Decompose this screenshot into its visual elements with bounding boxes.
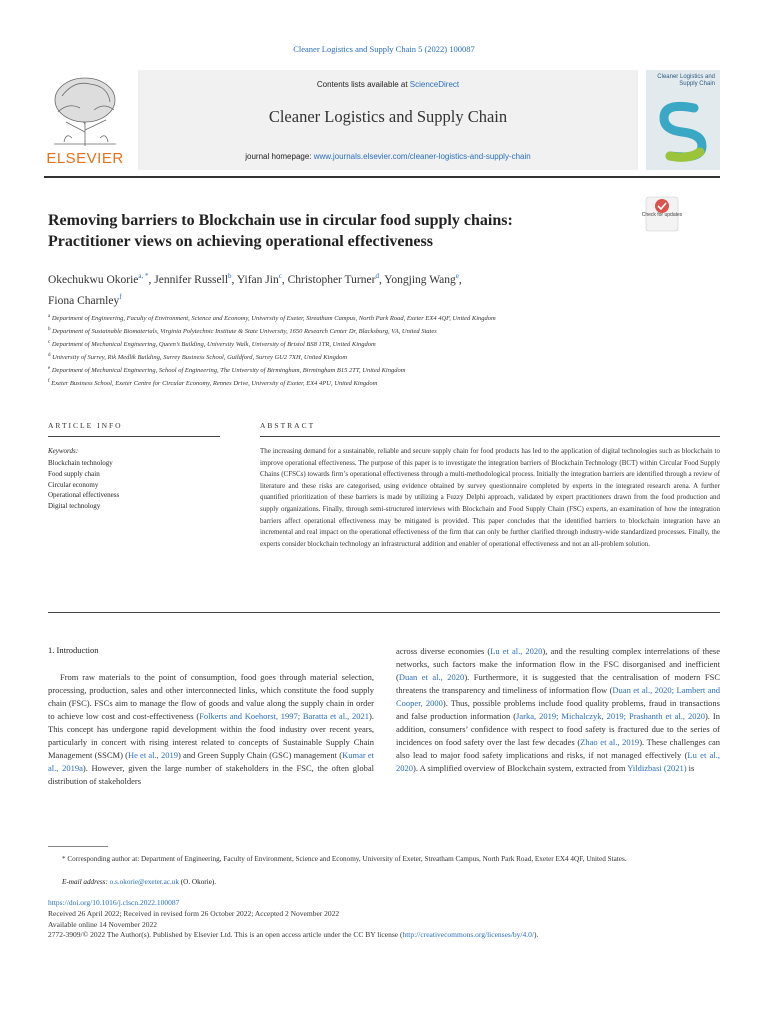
title-line-2: Practitioner views on achieving operational effectiveness bbox=[48, 233, 433, 250]
article-info-heading: ARTICLE INFO bbox=[48, 421, 123, 430]
contents-line bbox=[138, 80, 638, 89]
affiliation-text: University of Surrey, Rik Medlik Building, Surrey Business School, Guildford, Surrey GU2 7XH, United Kingdom bbox=[50, 354, 348, 362]
citation-link[interactable]: Duan et al., 2020; Lambert and Cooper, 2000 bbox=[396, 684, 721, 708]
citation-link[interactable]: Duan et al., 2020 bbox=[398, 671, 465, 682]
available-online: Available online 14 November 2022 bbox=[48, 919, 157, 929]
header-rule bbox=[44, 176, 720, 178]
affiliation-mark: b bbox=[48, 326, 51, 332]
author-separator: , bbox=[231, 273, 237, 286]
body-text: ). This concept has undergone rapid development within the food industry over recent years, particularly in concert with rising interest related to concepts of Sustainable Supply Chain Management (SSCM) ( bbox=[48, 710, 374, 760]
affiliation bbox=[48, 351, 628, 364]
keyword: Digital technology bbox=[48, 502, 101, 511]
affiliation bbox=[48, 364, 628, 377]
affiliation-mark: d bbox=[48, 352, 51, 358]
body-text: ). Furthermore, it is suggested that the centralisation of modern FSC threatens the transparency and timeliness of information flow ( bbox=[396, 671, 720, 695]
keyword-list bbox=[48, 458, 119, 512]
body-text: is bbox=[686, 762, 695, 773]
author-affiliation-mark[interactable]: d bbox=[375, 272, 379, 280]
body-text: From raw materials to the point of consumption, food goes through material selection, processing, production, sales and other interconnected links, which constitute the food supply chain (FSC). FSCs aim to manage the flow of goods and value along the supply chain in order to achieve low cost and cost-effectiveness ( bbox=[48, 672, 374, 721]
citation-link[interactable]: Yildizbasi (2021) bbox=[627, 762, 687, 773]
abstract-heading: ABSTRACT bbox=[260, 421, 316, 430]
email-suffix: (O. Okorie). bbox=[178, 878, 217, 886]
received-dates: Received 26 April 2022; Received in revised form 26 October 2022; Accepted 2 November 2022 bbox=[48, 908, 340, 918]
citation-link[interactable]: Folkerts and Koehorst, 1997; Baratta et al., 2021 bbox=[199, 710, 370, 721]
body-text: ), and the resulting complex interrelations of these networks, such factors make the information flow in the FSC disorganised and inefficient ( bbox=[396, 646, 720, 682]
keyword: Operational effectiveness bbox=[48, 491, 120, 500]
author-affiliation-mark[interactable]: b bbox=[228, 272, 232, 280]
citation-link[interactable]: He et al., 2019 bbox=[127, 749, 178, 760]
check-for-updates-label: Check for updates bbox=[641, 212, 683, 218]
section-heading: 1. Introduction bbox=[48, 645, 99, 655]
doi-link[interactable]: https://doi.org/10.1016/j.clscn.2022.100087 bbox=[48, 898, 180, 907]
cover-title: Cleaner Logistics and Supply Chain bbox=[657, 74, 715, 87]
citation-link[interactable]: Kumar et al., 2019a bbox=[48, 749, 374, 773]
keywords-label: Keywords: bbox=[48, 447, 79, 455]
author-affiliation-mark[interactable]: a, * bbox=[138, 272, 149, 280]
keyword: Circular economy bbox=[48, 480, 99, 489]
affiliation-list bbox=[48, 312, 628, 390]
paper-title bbox=[48, 210, 628, 252]
license-suffix: ). bbox=[533, 930, 539, 940]
author-separator: , bbox=[148, 273, 155, 286]
abstract-rule bbox=[260, 436, 720, 437]
sciencedirect-link[interactable]: ScienceDirect bbox=[409, 80, 460, 89]
cover-s-logo bbox=[650, 98, 716, 166]
footnote-rule bbox=[48, 846, 108, 847]
author-name[interactable]: Jennifer Russell bbox=[154, 273, 229, 286]
author-separator: , bbox=[458, 273, 462, 286]
body-text: ) and Green Supply Chain (GSC) management ( bbox=[177, 749, 343, 760]
email-line bbox=[62, 878, 216, 886]
author-name[interactable]: Okechukwu Okorie bbox=[48, 273, 139, 286]
email-label: E-mail address: bbox=[62, 878, 110, 886]
left-column-text bbox=[48, 671, 374, 788]
affiliation-mark: c bbox=[48, 339, 51, 345]
author-list bbox=[48, 268, 648, 310]
body-text: ). However, given the large number of stakeholders in the FSC, the often global distribution of stakeholders bbox=[48, 762, 374, 786]
affiliation bbox=[48, 377, 628, 390]
journal-reference[interactable]: Cleaner Logistics and Supply Chain 5 (2022) 100087 bbox=[293, 44, 475, 54]
body-text: ). Thus, possible problems include food quality problems, fraud in transactions and false production information ( bbox=[396, 697, 720, 721]
body-text: ). These challenges can also lead to major food safety implications and risks, if not managed effectively ( bbox=[396, 736, 720, 760]
info-rule bbox=[48, 436, 220, 437]
citation-link[interactable]: Lu et al., 2020 bbox=[396, 749, 721, 773]
elsevier-wordmark[interactable]: ELSEVIER bbox=[46, 150, 124, 167]
author-affiliation-mark[interactable]: e bbox=[455, 272, 459, 280]
license-link[interactable]: http://creativecommons.org/licenses/by/4.0/ bbox=[402, 930, 534, 940]
author-name[interactable]: Fiona Charnley bbox=[48, 294, 120, 307]
journal-title: Cleaner Logistics and Supply Chain bbox=[268, 107, 508, 126]
license-prefix: 2772-3909/© 2022 The Author(s). Published by Elsevier Ltd. This is an open access article under the CC BY license ( bbox=[48, 930, 403, 940]
body-text: across diverse economies ( bbox=[396, 646, 491, 656]
keyword: Food supply chain bbox=[48, 469, 100, 478]
author-name[interactable]: Yifan Jin bbox=[236, 273, 279, 286]
homepage-link[interactable]: www.journals.elsevier.com/cleaner-logistics-and-supply-chain bbox=[313, 152, 531, 161]
affiliation-mark: f bbox=[48, 378, 50, 384]
affiliation-text: Department of Sustainable Biomaterials, Virginia Polytechnic Institute & State University, 1650 Research Center Dr, Blacksburg, VA, United States bbox=[50, 328, 437, 336]
citation-link[interactable]: Zhao et al., 2019 bbox=[580, 736, 640, 747]
citation-link[interactable]: Lu et al., 2020 bbox=[490, 646, 543, 656]
author-separator: , bbox=[281, 273, 288, 286]
corresponding-author-note: * Corresponding author at: Department of Engineering, Faculty of Environment, Science and Economy, University of Exeter, Streatham Campus, North Park Road, Exeter EX4 4QF, United States. bbox=[62, 855, 627, 863]
affiliation bbox=[48, 312, 628, 325]
author-separator: , bbox=[378, 273, 385, 286]
body-text: ). A simplified overview of Blockchain system, extracted from bbox=[413, 762, 628, 773]
body-text: ). In addition, consumers’ confidence with respect to food safety is fractured due to the series of incidences on food safety over the last few decades ( bbox=[396, 710, 720, 747]
right-column-text bbox=[396, 645, 720, 775]
homepage-label: journal homepage: bbox=[245, 152, 314, 161]
contents-prefix: Contents lists available at bbox=[316, 80, 410, 89]
affiliation-text: Exeter Business School, Exeter Centre for Circular Economy, Rennes Drive, University of Exeter, EX4 4PU, United Kingdom bbox=[49, 379, 378, 387]
keyword: Blockchain technology bbox=[48, 459, 113, 467]
author-name[interactable]: Yongjing Wang bbox=[384, 273, 456, 286]
author-affiliation-mark[interactable]: c bbox=[278, 272, 282, 280]
abstract-bottom-rule bbox=[48, 612, 720, 613]
affiliation bbox=[48, 338, 628, 351]
license-line bbox=[48, 930, 728, 941]
author-name[interactable]: Christopher Turner bbox=[287, 273, 376, 286]
affiliation-text: Department of Mechanical Engineering, School of Engineering, The University of Birmingham, Birmingham B15 2TT, United Kingdom bbox=[50, 366, 406, 374]
affiliation-mark: a bbox=[48, 314, 51, 319]
affiliation-text: Department of Engineering, Faculty of Environment, Science and Economy, University of Exeter, Streatham Campus, North Park Road, Exeter EX4 4QF, United Kingdom bbox=[50, 315, 496, 323]
affiliation-mark: e bbox=[48, 365, 51, 371]
affiliation bbox=[48, 325, 628, 338]
title-line-1: Removing barriers to Blockchain use in circular food supply chains: bbox=[48, 212, 513, 229]
journal-homepage bbox=[138, 152, 638, 161]
citation-link[interactable]: Jarka, 2019; Michalczyk, 2019; Prashanth et al., 2020 bbox=[516, 710, 705, 721]
journal-cover[interactable] bbox=[646, 70, 720, 170]
email-link[interactable]: o.s.okorie@exeter.ac.uk bbox=[109, 878, 179, 886]
publication-info bbox=[48, 898, 728, 941]
affiliation-text: Department of Mechanical Engineering, Queen’s Building, University Walk, University of Bristol BS8 1TR, United Kingdom bbox=[50, 341, 376, 349]
author-affiliation-mark[interactable]: f bbox=[119, 292, 122, 301]
abstract-text: The increasing demand for a sustainable, reliable and secure supply chain for food products has led to the application of digital technologies such as blockchain to improve operational effectiveness. The purpose of this paper is to investigate the integration barriers of Blockchain Technology (BCT) within Circular Food Supply Chains (CFSCs) towards firm’s operational effectiveness through a multi-methodological process. Initially the integration barriers are identified through a review of literature and these risks are categorised, using evidence obtained by survey questionnaire completed by experts in the integrated research arena. A further quantified prioritization of these barriers is made by utilizing a Fuzzy Delphi approach, validated by expert practitioners drawn from the food production and supply organizations. Finally, through semi-structured interviews with Blockchain and Food Supply Chain (FSC) experts, an examination of how the integration barriers affect operational effectiveness may be mitigated is provided. This paper concludes that the identified barriers to blockchain integration have an incremental and real impact on the operational effectiveness of the firm that can only be further clarified through industry-wide standardized processes. Finally, the experts consider blockchain technology an infrastructural addition and enabler of operational effectiveness and not an all-problem solution. bbox=[260, 447, 720, 548]
